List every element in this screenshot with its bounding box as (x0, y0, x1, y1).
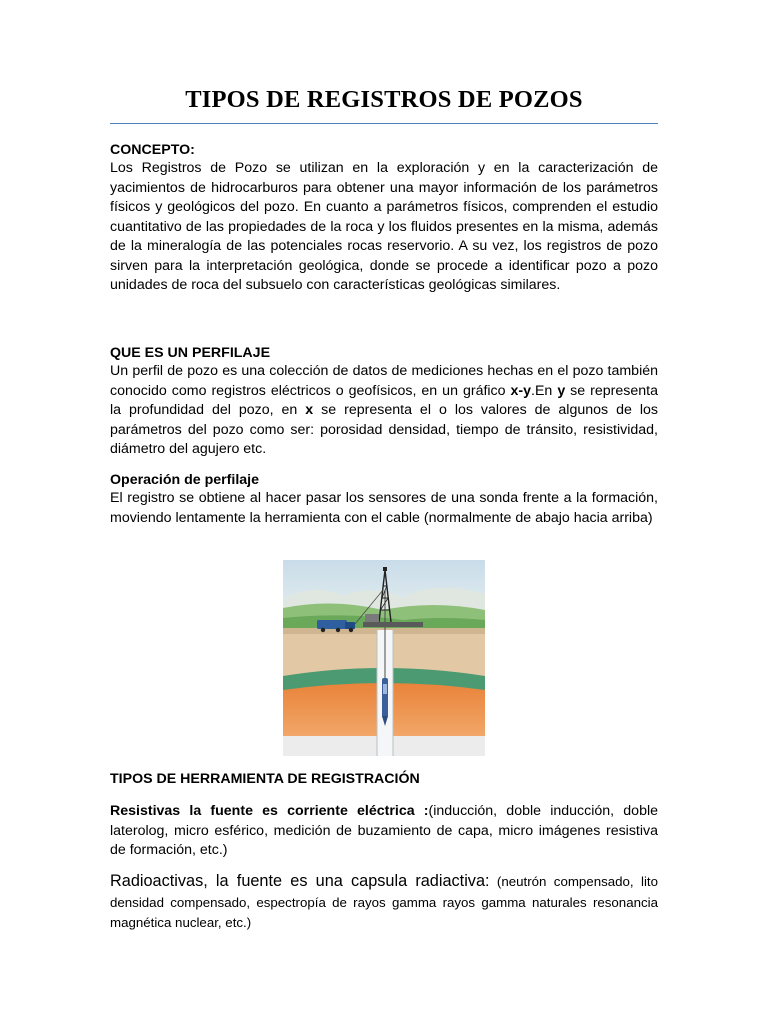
perfilaje-bold-x: x (305, 402, 314, 418)
perfilaje-bold-y: y (557, 382, 566, 399)
title-underline (110, 123, 658, 124)
section-operacion (110, 471, 658, 528)
perfilaje-text-2: .En (531, 382, 558, 399)
radioactivas-paragraph (110, 872, 658, 934)
resistivas-lead: Resistivas la fuente es corriente eléctrica : (110, 803, 429, 819)
perfilaje-paragraph (110, 362, 658, 460)
resistivas-item (110, 802, 658, 861)
radioactivas-lead: Radioactivas, la fuente es una capsula radiactiva: (110, 872, 490, 890)
resistivas-paragraph (110, 802, 658, 861)
section-concepto (110, 141, 658, 296)
operacion-paragraph: El registro se obtiene al hacer pasar los sensores de una sonda frente a la formación, moviendo lentamente la herramienta con el cable (normalmente de abajo hacia arriba) (110, 490, 658, 526)
radioactivas-body: (neutrón compensado, lito densidad compensado, espectropía de rayos gamma rayos gamma naturales resonancia magnética nuclear, etc.) (110, 874, 658, 930)
tipos-heading: TIPOS DE HERRAMIENTA DE REGISTRACIÓN (110, 771, 420, 787)
well-logging-illustration (283, 560, 485, 756)
perfilaje-heading: QUE ES UN PERFILAJE (110, 345, 271, 361)
radioactivas-item (110, 872, 658, 934)
perfilaje-text-3: se representa la profundidad del pozo, en (110, 382, 658, 418)
perfilaje-text-4: se representa el o los valores de algunos de los parámetros del pozo como ser: porosidad densidad, tiempo de tránsito, resistividad, diámetro del agujero etc. (110, 402, 658, 457)
perfilaje-bold-xy: x-y (510, 382, 532, 399)
resistivas-body: (inducción, doble inducción, doble laterolog, micro esférico, medición de buzamiento de capa, micro imágenes resistiva de formación, etc.) (110, 803, 658, 858)
concepto-paragraph: Los Registros de Pozo se utilizan en la exploración y en la caracterización de yacimientos de hidrocarburos para obtener una mayor información de los parámetros físicos y geológicos del pozo. En cuanto a parámetros físicos, comprenden el estudio cuantitativo de las propiedades de la roca y los fluidos presentes en la misma, además de la mineralogía de las potenciales rocas reservorio. A su vez, los registros de pozo sirven para la interpretación geológica, donde se procede a identificar pozo a pozo unidades de roca del subsuelo con características geológicas similares. (110, 160, 658, 293)
section-perfilaje (110, 344, 658, 460)
perfilaje-text-1: Un perfil de pozo es una colección de datos de mediciones hechas en el pozo también conocido como registros eléctricos o geofísicos, en un gráfico (110, 363, 658, 399)
concepto-heading: CONCEPTO: (110, 142, 195, 158)
section-tipos (110, 770, 658, 788)
operacion-heading: Operación de perfilaje (110, 472, 260, 488)
document-title: TIPOS DE REGISTROS DE POZOS (185, 86, 583, 113)
